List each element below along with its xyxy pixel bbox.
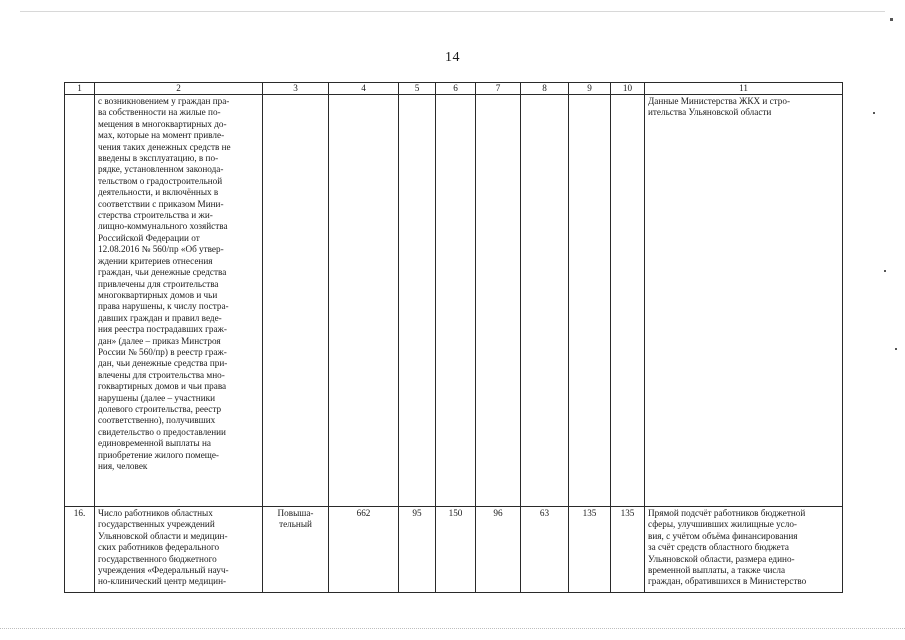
source-line: временной выплаты, а также числа <box>648 565 786 576</box>
value-cell: 135 <box>611 507 645 593</box>
description-line: деятельности, и включённых в <box>98 187 219 198</box>
description-line: соответственно), получивших <box>98 415 216 426</box>
description-line: соответствии с приказом Мини- <box>98 198 224 209</box>
header-cell: 9 <box>569 83 611 95</box>
description-line: гоквартирных домов и чьи права <box>98 381 227 392</box>
page-number: 14 <box>445 50 460 65</box>
description-line: чения таких денежных средств не <box>98 141 231 152</box>
header-cell: 8 <box>521 83 569 95</box>
description-line: Ульяновской области и медицин- <box>98 530 228 541</box>
header-cell: 11 <box>645 83 843 95</box>
source-line: за счёт средств областного бюджета <box>648 542 789 553</box>
value-cell <box>436 95 476 507</box>
value-cell: 95 <box>399 507 436 593</box>
description-line: стерства строительства и жи- <box>98 210 213 221</box>
description-line: тельством о градостроительной <box>98 175 223 186</box>
description-line: ния реестра пострадавших граж- <box>98 324 227 335</box>
scan-top-edge <box>20 11 885 12</box>
description-line: ва собственности на жилые по- <box>98 107 221 118</box>
description-line: с возникновением у граждан пра- <box>98 96 230 106</box>
header-cell: 3 <box>263 83 329 95</box>
description-line: Российской Федерации от <box>98 232 200 243</box>
description-line: но-клинический центр медицин- <box>98 576 227 587</box>
scan-speck <box>890 18 893 21</box>
indicator-description-cell <box>95 95 263 507</box>
table-row-16 <box>65 507 843 593</box>
description-line: лищно-коммунального хозяйства <box>98 221 228 232</box>
indicator-description-cell <box>95 507 263 593</box>
type-cell <box>263 95 329 507</box>
value-cell: 135 <box>569 507 611 593</box>
description-line: ских работников федерального <box>98 542 220 553</box>
source-line: граждан, обратившихся в Министерство <box>648 576 807 587</box>
description-line: рядке, установленном законода- <box>98 164 224 175</box>
value-cell: 662 <box>329 507 399 593</box>
table-row-continuation <box>65 95 843 507</box>
header-cell: 4 <box>329 83 399 95</box>
description-line: мах, которые на момент привле- <box>98 130 225 141</box>
value-cell <box>399 95 436 507</box>
description-line: граждан, чьи денежные средства <box>98 267 227 278</box>
scan-bottom-edge <box>0 628 905 629</box>
description-line: ждении критериев отнесения <box>98 255 213 266</box>
description-line: дан, чьи денежные средства при- <box>98 358 228 369</box>
description-line: мещения в многоквартирных до- <box>98 118 227 129</box>
type-line: тельный <box>279 519 312 530</box>
description-line: свидетельство о предоставлении <box>98 426 226 437</box>
source-line: Данные Министерства ЖКХ и стро- <box>648 96 791 106</box>
header-row <box>65 83 843 95</box>
value-cell <box>476 95 521 507</box>
data-source-cell <box>645 507 843 593</box>
header-cell: 5 <box>399 83 436 95</box>
value-cell: 96 <box>476 507 521 593</box>
header-cell: 7 <box>476 83 521 95</box>
description-line: многоквартирных домов и чьи <box>98 289 218 300</box>
header-cell: 1 <box>65 83 95 95</box>
description-line: 12.08.2016 № 560/пр «Об утвер- <box>98 244 224 255</box>
description-line: России № 560/пр) в реестр граж- <box>98 346 227 357</box>
source-line: Прямой подсчёт работников бюджетной <box>648 508 806 518</box>
value-cell: 63 <box>521 507 569 593</box>
source-line: вия, с учётом объёма финансирования <box>648 530 798 541</box>
description-line: государственного бюджетного <box>98 553 217 564</box>
description-line: влечены для строительства мно- <box>98 369 225 380</box>
description-line: Число работников областных <box>98 508 213 518</box>
description-line: давших граждан и правил веде- <box>98 312 222 323</box>
row-number-cell <box>65 95 95 507</box>
value-cell <box>611 95 645 507</box>
header-cell: 2 <box>95 83 263 95</box>
scan-speck <box>873 112 875 114</box>
description-line: права нарушены, к числу постра- <box>98 301 229 312</box>
scan-speck <box>884 270 886 272</box>
header-cell: 6 <box>436 83 476 95</box>
row-number-cell: 16. <box>65 507 95 593</box>
description-line: единовременной выплаты на <box>98 438 211 449</box>
value-cell <box>521 95 569 507</box>
description-line: дан» (далее – приказ Минстроя <box>98 335 221 346</box>
header-cell: 10 <box>611 83 645 95</box>
source-line: Ульяновской области, размера едино- <box>648 553 795 564</box>
data-source-cell <box>645 95 843 507</box>
type-line: Повыша- <box>277 508 314 518</box>
description-line: ния, человек <box>98 461 148 471</box>
description-line: нарушены (далее – участники <box>98 392 216 403</box>
description-line: учреждения «Федеральный науч- <box>98 565 229 576</box>
description-line: введены в эксплуатацию, в по- <box>98 153 219 164</box>
indicator-table <box>64 82 843 593</box>
type-cell <box>263 507 329 593</box>
scan-speck <box>895 348 897 350</box>
description-line: приобретение жилого помеще- <box>98 449 219 460</box>
value-cell: 150 <box>436 507 476 593</box>
value-cell <box>329 95 399 507</box>
source-line: ительства Ульяновской области <box>648 107 772 118</box>
source-line: сферы, улучшивших жилищные усло- <box>648 519 797 530</box>
description-line: долевого строительства, реестр <box>98 403 222 414</box>
value-cell <box>569 95 611 507</box>
description-line: государственных учреждений <box>98 519 215 530</box>
description-line: привлечены для строительства <box>98 278 219 289</box>
